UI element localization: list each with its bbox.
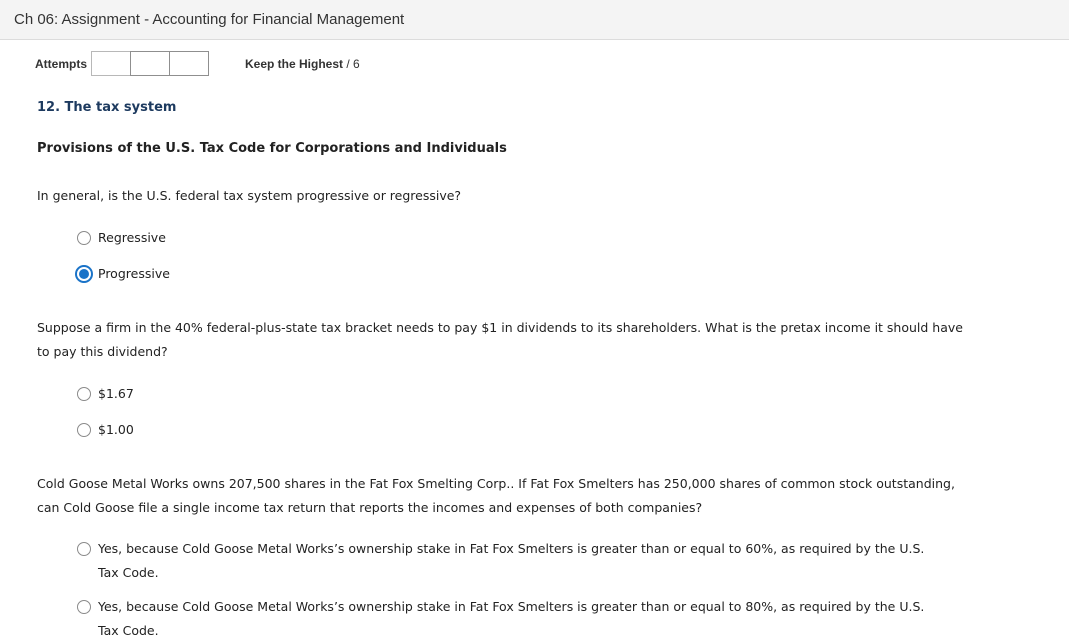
keep-highest-value: / 6 [343,57,360,71]
option-label: Yes, because Cold Goose Metal Works’s ownership stake in Fat Fox Smelters is greater than or equal to 60%, as required by the U.S. Tax Code. [98,541,925,580]
question-title: 12. The tax system [37,100,177,115]
option-1-67[interactable] [77,382,134,406]
option-label: Regressive [98,230,166,245]
question-2-text: Suppose a firm in the 40% federal-plus-state tax bracket needs to pay $1 in dividends to its shareholders. What is the pretax income it should have to pay this dividend? [37,320,963,359]
attempt-boxes [91,51,208,76]
option-label: Yes, because Cold Goose Metal Works’s ownership stake in Fat Fox Smelters is greater than or equal to 80%, as required by the U.S. Tax Code. [98,599,925,637]
attempt-box [91,51,131,76]
option-yes-60[interactable] [77,537,938,585]
radio-button[interactable] [77,542,91,556]
radio-button[interactable] [77,423,91,437]
attempts-label: Attempts [35,57,88,71]
section-heading: Provisions of the U.S. Tax Code for Corporations and Individuals [37,141,507,156]
radio-button[interactable] [77,387,91,401]
option-1-00[interactable] [77,418,134,442]
radio-button[interactable] [77,231,91,245]
option-label: $1.00 [98,422,134,437]
option-label: $1.67 [98,386,134,401]
keep-highest-label: Keep the Highest [245,57,344,71]
attempt-box [130,51,170,76]
page-title: Ch 06: Assignment - Accounting for Financial Management [14,11,405,28]
attempt-box [169,51,209,76]
option-regressive[interactable] [77,226,166,250]
keep-highest [245,57,360,71]
option-label: Progressive [98,266,170,281]
radio-button[interactable] [77,600,91,614]
header-bar [0,0,1069,40]
option-yes-80[interactable] [77,595,938,637]
question-1-text: In general, is the U.S. federal tax system progressive or regressive? [37,188,462,203]
radio-button-selected[interactable] [75,265,93,283]
option-progressive[interactable] [77,262,170,286]
question-3-text: Cold Goose Metal Works owns 207,500 shares in the Fat Fox Smelting Corp.. If Fat Fox Smelters has 250,000 shares of common stock outstanding, can Cold Goose file a single income tax return that reports the incomes and expenses of both companies? [37,476,955,515]
